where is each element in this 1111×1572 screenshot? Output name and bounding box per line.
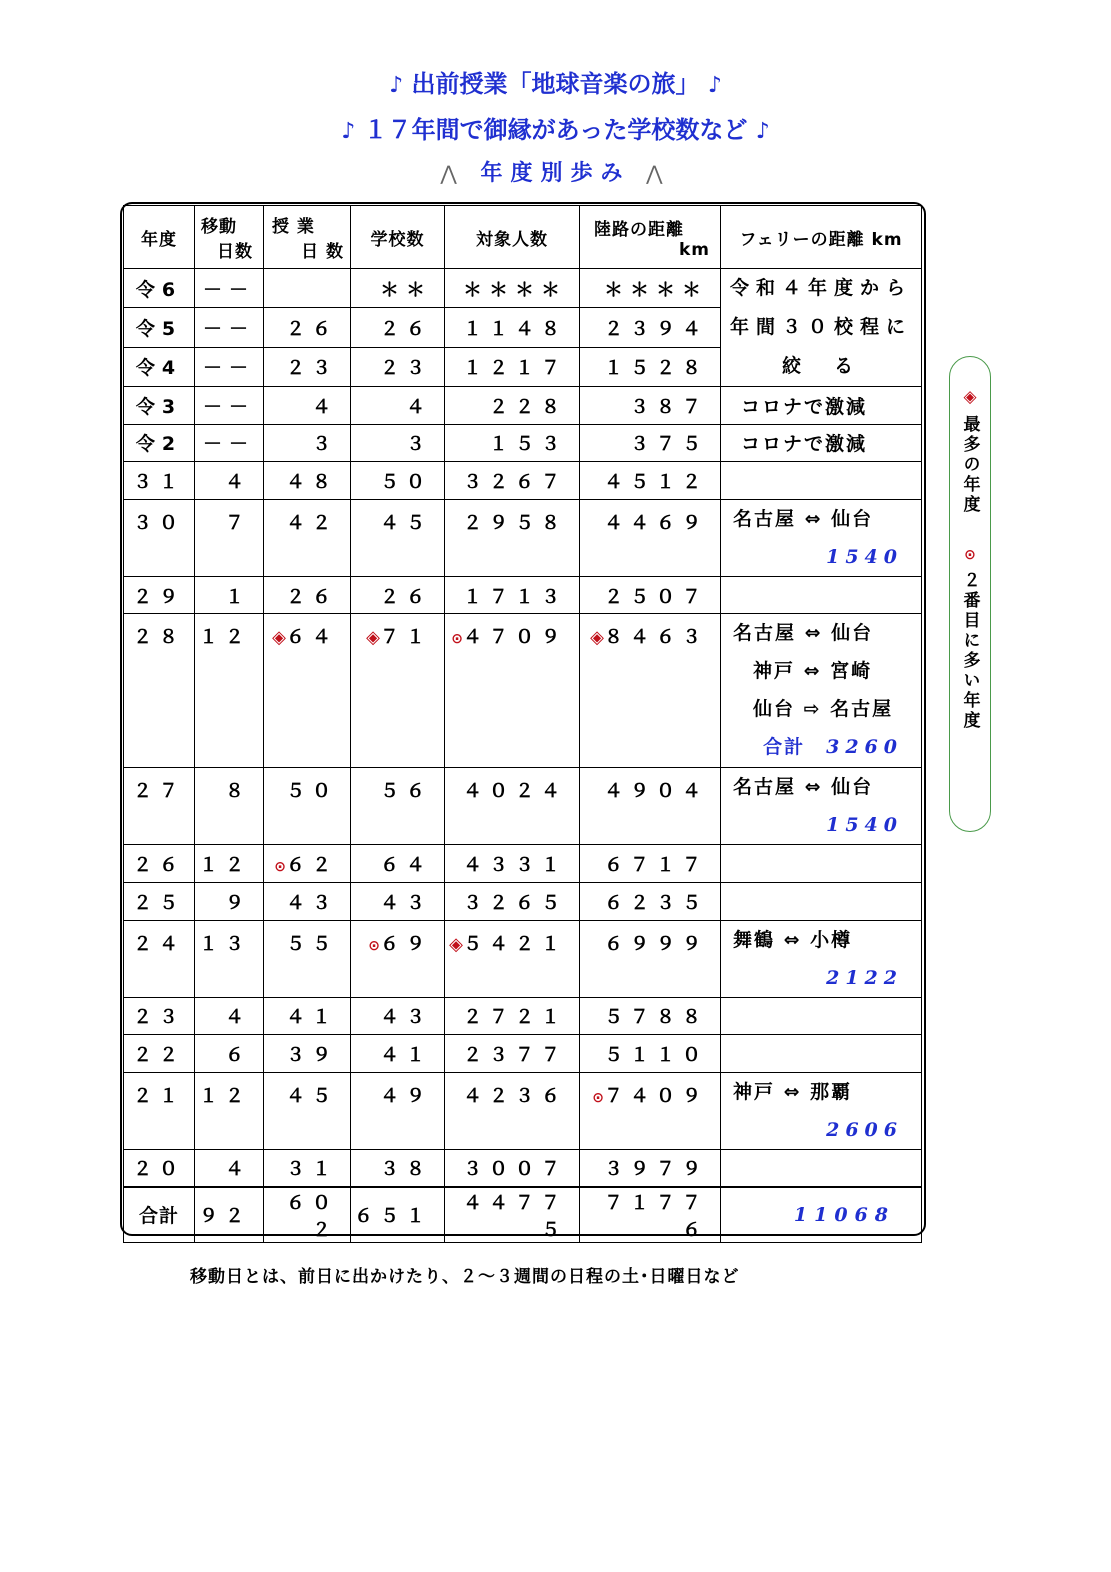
cell-move: １２ xyxy=(195,845,264,883)
table-row xyxy=(124,845,922,883)
cell-schools: ３８ xyxy=(351,1149,445,1187)
cell-move: ６ xyxy=(195,1035,264,1073)
most-mark-icon: ◈ xyxy=(366,627,380,649)
cell-people: ４３３１ xyxy=(445,845,580,883)
cell-class-days: ２６ xyxy=(264,308,351,347)
cell-people: ４２３６ xyxy=(445,1072,580,1149)
ferry-route: 名古屋 ⇔ 仙台 xyxy=(733,622,874,645)
cell-land: ６９９９ xyxy=(580,920,721,997)
cell-ferry xyxy=(721,768,922,845)
cell-move: １３ xyxy=(195,920,264,997)
cell-land: ２３９４ xyxy=(580,308,721,347)
cell-people: ４０２４ xyxy=(445,768,580,845)
cell-year: ３１ xyxy=(124,462,195,500)
cell-schools: ２６ xyxy=(351,576,445,614)
cell-land: ６７１７ xyxy=(580,845,721,883)
cell-class-days: ⊙６２ xyxy=(264,845,351,883)
table-row xyxy=(124,387,922,425)
cell-land: ２５０７ xyxy=(580,576,721,614)
cell-class-days xyxy=(264,269,351,308)
guitar-icon: ♪ xyxy=(755,119,770,144)
cell-schools: ４５ xyxy=(351,499,445,576)
yearly-table xyxy=(123,205,922,1243)
table-row xyxy=(124,920,922,997)
cell-schools: ◈７１ xyxy=(351,614,445,768)
cell-class-days: ４１ xyxy=(264,997,351,1035)
cell-ferry: コロナで激減 xyxy=(721,424,922,462)
cell-ferry: コロナで激減 xyxy=(721,387,922,425)
cell-class-days: ５０ xyxy=(264,768,351,845)
cell-schools: ２６ xyxy=(351,308,445,347)
cell-land: ６２３５ xyxy=(580,882,721,920)
second-mark-icon: ⊙ xyxy=(274,859,286,876)
header-year: 年度 xyxy=(124,206,195,269)
table-row xyxy=(124,1035,922,1073)
totals-row xyxy=(124,1187,922,1243)
cell-year: ２６ xyxy=(124,845,195,883)
cell-class-days: ３ xyxy=(264,424,351,462)
cell-year: 令3 xyxy=(124,387,195,425)
cell-ferry xyxy=(721,920,922,997)
legend-most: 最多の年度 xyxy=(959,415,980,515)
most-mark-icon: ◈ xyxy=(590,627,604,649)
ferry-total: 合計 3260 xyxy=(763,736,903,759)
cell-class-days: ４５ xyxy=(264,1072,351,1149)
note-line: 年間３０校程に xyxy=(729,316,912,338)
cell-ferry-merged-note xyxy=(721,269,922,387)
cell-class-days: ５５ xyxy=(264,920,351,997)
cell-move: －－ xyxy=(195,347,264,386)
cell-land: ５７８８ xyxy=(580,997,721,1035)
table-header-row xyxy=(124,206,922,269)
cell-move: １ xyxy=(195,576,264,614)
table-row xyxy=(124,614,922,768)
cell-total-land: ７１７７６ xyxy=(580,1187,721,1243)
cell-schools: ４９ xyxy=(351,1072,445,1149)
most-mark-icon: ◈ xyxy=(449,933,463,955)
cell-schools: ＊＊ xyxy=(351,269,445,308)
cell-total-people: ４４７７５ xyxy=(445,1187,580,1243)
cell-schools: ４ xyxy=(351,387,445,425)
cell-land: ４９０４ xyxy=(580,768,721,845)
cell-ferry xyxy=(721,614,922,768)
header-ferry: フェリーの距離 km xyxy=(721,206,922,269)
cell-people: ３２６５ xyxy=(445,882,580,920)
legend-second: ２番目に多い年度 xyxy=(959,571,980,731)
table-row xyxy=(124,997,922,1035)
most-mark-icon: ◈ xyxy=(963,387,977,407)
cell-people: ３００７ xyxy=(445,1149,580,1187)
cell-year: ２０ xyxy=(124,1149,195,1187)
cell-ferry xyxy=(721,997,922,1035)
tent-icon: ⋀ xyxy=(440,161,465,185)
cell-move: １２ xyxy=(195,1072,264,1149)
cell-move: －－ xyxy=(195,387,264,425)
ferry-km: 1540 xyxy=(826,814,903,837)
header-land: 陸路の距離 km xyxy=(580,206,721,269)
cell-move: ８ xyxy=(195,768,264,845)
cell-class-days: ３１ xyxy=(264,1149,351,1187)
cell-people: １２１７ xyxy=(445,347,580,386)
ferry-route: 名古屋 ⇔ 仙台 xyxy=(733,507,874,530)
cell-class-days: ４ xyxy=(264,387,351,425)
footnote: 移動日とは、前日に出かけたり、２～３週間の日程の土･日曜日など xyxy=(190,1267,740,1287)
cell-people: ３２６７ xyxy=(445,462,580,500)
table-row xyxy=(124,576,922,614)
cell-ferry xyxy=(721,499,922,576)
second-mark-icon: ⊙ xyxy=(964,547,976,563)
cell-total-ferry: 11068 xyxy=(721,1187,922,1243)
cell-year: ３０ xyxy=(124,499,195,576)
cell-year: ２９ xyxy=(124,576,195,614)
cell-class-days: ◈６４ xyxy=(264,614,351,768)
cell-schools: ４３ xyxy=(351,882,445,920)
tent-icon: ⋀ xyxy=(646,161,671,185)
ferry-route: 神戸 ⇔ 那覇 xyxy=(733,1080,853,1103)
cell-land: ４４６９ xyxy=(580,499,721,576)
cell-ferry xyxy=(721,882,922,920)
cell-ferry xyxy=(721,576,922,614)
table-row xyxy=(124,768,922,845)
guitar-icon: ♪ xyxy=(341,119,356,144)
legend-box xyxy=(949,356,991,832)
cell-schools: ５０ xyxy=(351,462,445,500)
table-row xyxy=(124,1149,922,1187)
cell-total-schools: ６５１ xyxy=(351,1187,445,1243)
table-row xyxy=(124,499,922,576)
cell-move: －－ xyxy=(195,424,264,462)
cell-land: ＊＊＊＊ xyxy=(580,269,721,308)
ferry-route: 神戸 ⇔ 宮崎 xyxy=(753,660,873,683)
second-mark-icon: ⊙ xyxy=(368,937,380,954)
ferry-km: 1540 xyxy=(826,545,903,568)
table-row xyxy=(124,1072,922,1149)
cell-move: －－ xyxy=(195,269,264,308)
cell-schools: ⊙６９ xyxy=(351,920,445,997)
cell-year: 令4 xyxy=(124,347,195,386)
ferry-km: 2122 xyxy=(826,966,903,989)
cell-year: ２７ xyxy=(124,768,195,845)
cell-people: ◈５４２１ xyxy=(445,920,580,997)
ferry-km: 2606 xyxy=(826,1118,903,1141)
cell-people: ⊙４７０９ xyxy=(445,614,580,768)
cell-move: ４ xyxy=(195,1149,264,1187)
table-row xyxy=(124,882,922,920)
cell-schools: ４３ xyxy=(351,997,445,1035)
second-mark-icon: ⊙ xyxy=(451,631,463,648)
cell-people: ２２８ xyxy=(445,387,580,425)
cell-class-days: ４３ xyxy=(264,882,351,920)
header-schools: 学校数 xyxy=(351,206,445,269)
cell-land: １５２８ xyxy=(580,347,721,386)
cell-year: ２５ xyxy=(124,882,195,920)
header-people: 対象人数 xyxy=(445,206,580,269)
cell-class-days: ２３ xyxy=(264,347,351,386)
note-line: 絞 る xyxy=(781,355,860,377)
header-class-days: 授 業 日 数 xyxy=(264,206,351,269)
cell-move: －－ xyxy=(195,308,264,347)
cell-people: １５３ xyxy=(445,424,580,462)
cell-land: ５１１０ xyxy=(580,1035,721,1073)
cell-total-label: 合計 xyxy=(124,1187,195,1243)
cell-people: ２３７７ xyxy=(445,1035,580,1073)
cell-year: 令5 xyxy=(124,308,195,347)
ferry-route: 仙台 ⇨ 名古屋 xyxy=(753,698,894,721)
cell-year: ２１ xyxy=(124,1072,195,1149)
cell-schools: ２３ xyxy=(351,347,445,386)
second-mark-icon: ⊙ xyxy=(592,1089,604,1106)
note-line: 令和４年度から xyxy=(729,277,912,299)
cell-land: ３９７９ xyxy=(580,1149,721,1187)
cell-year: ２２ xyxy=(124,1035,195,1073)
cell-schools: ６４ xyxy=(351,845,445,883)
cell-people: ＊＊＊＊ xyxy=(445,269,580,308)
cell-total-class-days: ６０２ xyxy=(264,1187,351,1243)
section-title-text: 年度別歩み xyxy=(480,161,631,186)
cell-move: １２ xyxy=(195,614,264,768)
table-row xyxy=(124,462,922,500)
table-row xyxy=(124,424,922,462)
cell-move: ４ xyxy=(195,997,264,1035)
cell-ferry xyxy=(721,462,922,500)
cell-class-days: ３９ xyxy=(264,1035,351,1073)
page-subtitle xyxy=(0,110,1111,145)
cell-class-days: ２６ xyxy=(264,576,351,614)
cell-year: ２８ xyxy=(124,614,195,768)
subtitle-text: １７年間で御縁があった学校数など xyxy=(363,116,748,144)
cell-people: ２７２１ xyxy=(445,997,580,1035)
cell-total-move: ９２ xyxy=(195,1187,264,1243)
cell-class-days: ４８ xyxy=(264,462,351,500)
section-title xyxy=(0,156,1111,187)
cell-class-days: ４２ xyxy=(264,499,351,576)
cell-people: １１４８ xyxy=(445,308,580,347)
guitar-icon: ♪ xyxy=(707,73,722,98)
cell-people: １７１３ xyxy=(445,576,580,614)
header-move-days: 移動 日数 xyxy=(195,206,264,269)
cell-move: ４ xyxy=(195,462,264,500)
guitar-icon: ♪ xyxy=(389,73,404,98)
cell-year: ２４ xyxy=(124,920,195,997)
ferry-route: 舞鶴 ⇔ 小樽 xyxy=(733,928,853,951)
cell-schools: ４１ xyxy=(351,1035,445,1073)
cell-land: ３７５ xyxy=(580,424,721,462)
cell-move: ７ xyxy=(195,499,264,576)
page-title xyxy=(0,64,1111,99)
cell-schools: ５６ xyxy=(351,768,445,845)
cell-land: ３８７ xyxy=(580,387,721,425)
cell-ferry xyxy=(721,1072,922,1149)
ferry-route: 名古屋 ⇔ 仙台 xyxy=(733,776,874,799)
title-text: 出前授業「地球音楽の旅」 xyxy=(411,70,700,98)
cell-move: ９ xyxy=(195,882,264,920)
most-mark-icon: ◈ xyxy=(272,627,286,649)
cell-schools: ３ xyxy=(351,424,445,462)
cell-year: ２３ xyxy=(124,997,195,1035)
cell-ferry xyxy=(721,1149,922,1187)
cell-ferry xyxy=(721,845,922,883)
table-row xyxy=(124,269,922,308)
cell-land: ◈８４６３ xyxy=(580,614,721,768)
cell-land: ⊙７４０９ xyxy=(580,1072,721,1149)
cell-year: 令6 xyxy=(124,269,195,308)
cell-land: ４５１２ xyxy=(580,462,721,500)
cell-year: 令2 xyxy=(124,424,195,462)
cell-ferry xyxy=(721,1035,922,1073)
cell-people: ２９５８ xyxy=(445,499,580,576)
